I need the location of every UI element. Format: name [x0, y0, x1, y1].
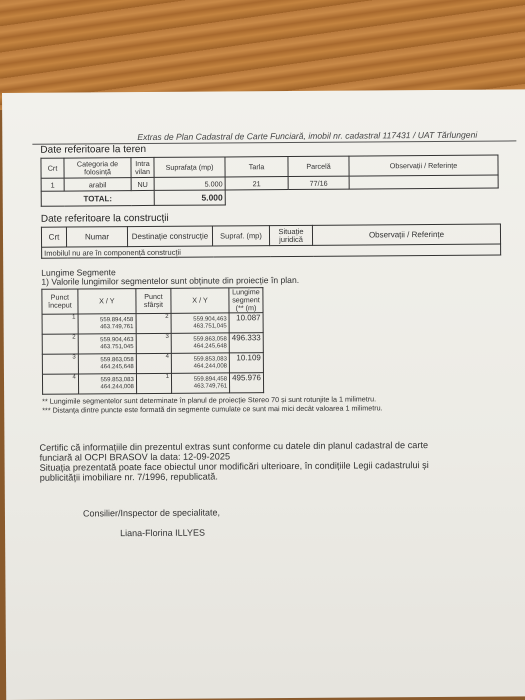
segment-row: 2 559.904,463 463.751,045 3 559.863,058 464.245,648 496.333 — [42, 333, 263, 355]
col-end-point: Punct sfârșit — [136, 288, 171, 313]
col-observations: Observații / Referințe — [312, 224, 500, 245]
signature-role: Consilier/Inspector de specialitate, — [82, 507, 221, 519]
land-table — [40, 155, 498, 207]
segments-note-2: *** Distanța dintre puncte este formată din segmente cumulate ce sunt mai mici decât valoarea 1 milimetru. — [42, 403, 383, 415]
land-cell — [349, 175, 498, 189]
col-category: Categoria de folosință — [64, 158, 131, 178]
land-cell: 1 — [41, 178, 64, 191]
col-parcela: Parcelă — [288, 156, 349, 176]
col-segment-length: Lungime segment (** (m) — [229, 288, 263, 313]
col-intravilan: Intra vilan — [131, 157, 154, 177]
col-crt: Crt — [41, 227, 66, 247]
segment-row: 1 559.894,458 463.749,761 2 559.904,463 463.751,045 10.087 — [42, 313, 263, 335]
land-cell: 5.000 — [154, 177, 225, 190]
construction-section-title: Date referitoare la construcții — [40, 212, 169, 225]
total-label: TOTAL: — [41, 190, 154, 206]
col-area: Supraf. (mp) — [212, 226, 269, 246]
land-cell: NU — [131, 177, 154, 190]
col-start-point: Punct început — [42, 289, 78, 314]
segment-row: 3 559.863,058 464.245,648 4 559.853,083 464.244,008 10.109 — [42, 353, 263, 375]
segments-table — [41, 287, 264, 395]
col-legal-status: Situație juridică — [269, 225, 312, 245]
col-xy-start: X / Y — [78, 289, 136, 314]
land-section-title: Date referitoare la teren — [40, 143, 147, 156]
segments-note-1: ** Lungimile segmentelor sunt determinate în planul de proiecție Stereo 70 și sunt rotunjite la 1 milimetru. — [42, 394, 377, 406]
col-destination: Destinație construcție — [127, 226, 212, 247]
col-xy-end: X / Y — [171, 288, 229, 313]
total-value: 5.000 — [154, 190, 225, 205]
land-cell: arabil — [64, 178, 131, 191]
land-cell: 77/16 — [288, 176, 349, 189]
col-observations: Observații / Referințe — [349, 155, 498, 176]
document-header: Extras de Plan Cadastral de Carte Funciară, imobil nr. cadastral 117431 / UAT Tărlungeni — [137, 129, 478, 143]
certification-text: Certific că informațiile din prezentul extras sunt conforme cu datele din planul cadastral de carte funciară al OCPI BRASOV la data: 12-09-2025 Situația prezentată poate face obiectul unor modificări ulterioare, în condițiile Legii cadastrului și publicității imobiliare nr. 7/1996, republicată. — [39, 440, 429, 483]
document-page — [2, 89, 525, 700]
col-crt: Crt — [41, 158, 64, 178]
land-cell: 21 — [225, 177, 288, 190]
col-tarla: Tarla — [225, 157, 288, 177]
col-numar: Numar — [66, 227, 127, 247]
construction-table — [41, 224, 501, 259]
construction-note: Imobilul nu are în componență construcții — [42, 244, 501, 258]
signature-name: Liana-Florina ILLYES — [120, 527, 205, 539]
segments-subtitle: 1) Valorile lungimilor segmentelor sunt obținute din proiecție în plan. — [41, 274, 300, 287]
segment-row: 4 559.853,083 464.244,008 1 559.894,458 463.749,761 495.976 — [42, 373, 263, 395]
segments-title: Lungime Segmente — [41, 267, 116, 278]
col-area: Suprafața (mp) — [154, 157, 225, 177]
